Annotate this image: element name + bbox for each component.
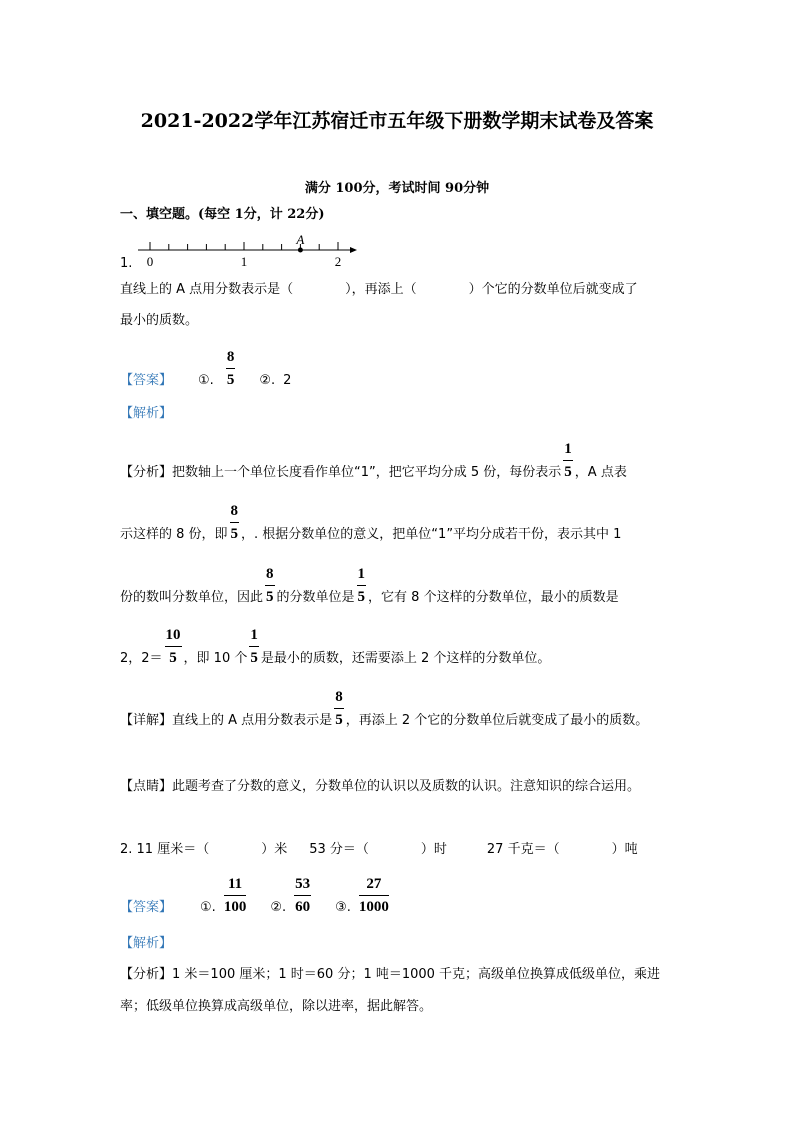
analysis-text: 份的数叫分数单位，因此 $\frac{8}{5}$ 的分数单位是 $\frac{1}{5}$ ，它有 8 个这样的分数单位，最小的质数是 xyxy=(120,566,619,605)
answer-line xyxy=(120,349,291,389)
question-text: 最小的质数。 xyxy=(120,313,199,328)
analysis-label: 【解析】 xyxy=(120,936,173,951)
analysis-label: 【解析】 xyxy=(120,406,173,421)
number-line xyxy=(138,230,360,270)
question-number: 1. xyxy=(120,256,133,271)
answer-label: 【答案】 xyxy=(120,900,173,915)
analysis-text: 【分析】把数轴上一个单位长度看作单位“1”，把它平均分成 5 份，每份表示 $\frac{1}{5}$ ，A 点表 xyxy=(120,441,627,480)
fraction: $\frac{1}{5}$ xyxy=(250,627,258,666)
question-text: 2. 11 厘米＝（ ）米 53 分＝（ ）时 27 千克＝（ ）吨 xyxy=(120,842,638,857)
fraction: $\frac{1}{5}$ xyxy=(564,441,572,480)
analysis-text: 【分析】1 米＝100 厘米；1 时＝60 分；1 吨＝1000 千克；高级单位换算成低级单位，乘进 xyxy=(120,967,661,982)
section-heading: 一、填空题。(每空 1分，计 22分) xyxy=(120,207,325,222)
document-title: 2021-2022学年江苏宿迁市五年级下册数学期末试卷及答案 xyxy=(140,110,654,132)
tick-label: 2 xyxy=(334,254,342,269)
fraction: $\frac{27}{1000}$ xyxy=(358,876,389,915)
fraction: $\frac{8}{5}$ xyxy=(226,349,235,388)
exam-info: 满分 100分，考试时间 90分钟 xyxy=(304,181,490,196)
analysis-text: 2，2＝ $\frac{10}{5}$ ，即 10 个 $\frac{1}{5}$ 是最小的质数，还需要添上 2 个这样的分数单位。 xyxy=(120,627,551,666)
answer-label: 【答案】 xyxy=(120,373,173,388)
detail-text: 【详解】直线上的 A 点用分数表示是 $\frac{8}{5}$ ，再添上 2 个它的分数单位后就变成了最小的质数。 xyxy=(120,689,649,728)
analysis-text: 率；低级单位换算成高级单位，除以进率，据此解答。 xyxy=(120,999,433,1014)
tick-label: 1 xyxy=(240,254,248,269)
analysis-text: 示这样的 8 份，即 $\frac{8}{5}$ ，. 根据分数单位的意义，把单位“1”平均分成若干份，表示其中 1 xyxy=(120,503,622,542)
answer-mark: ②. xyxy=(259,373,276,388)
tick-label: 0 xyxy=(146,254,154,269)
arrow-icon xyxy=(350,247,357,253)
answer-mark: ①. xyxy=(198,373,214,388)
comment-text: 【点睛】此题考查了分数的意义，分数单位的认识以及质数的认识。注意知识的综合运用。 xyxy=(120,779,641,794)
point-a xyxy=(298,248,303,253)
fraction: $\frac{10}{5}$ xyxy=(165,627,181,666)
fraction: $\frac{8}{5}$ xyxy=(335,689,343,728)
fraction: $\frac{53}{60}$ xyxy=(295,876,311,915)
point-label: A xyxy=(296,232,305,247)
fraction: $\frac{11}{100}$ xyxy=(223,876,247,915)
question-text: 直线上的 A 点用分数表示是（ ），再添上（ ）个它的分数单位后就变成了 xyxy=(120,282,638,297)
fraction: $\frac{1}{5}$ xyxy=(357,566,366,605)
fraction: $\frac{8}{5}$ xyxy=(230,503,239,542)
answer-value: 2 xyxy=(283,373,292,388)
fraction: $\frac{8}{5}$ xyxy=(266,566,274,605)
answer-line: 【答案】 ①. $\frac{11}{100}$ ②. $\frac{53}{60}$ ③. $\frac{27}{1000}$ xyxy=(120,876,389,915)
